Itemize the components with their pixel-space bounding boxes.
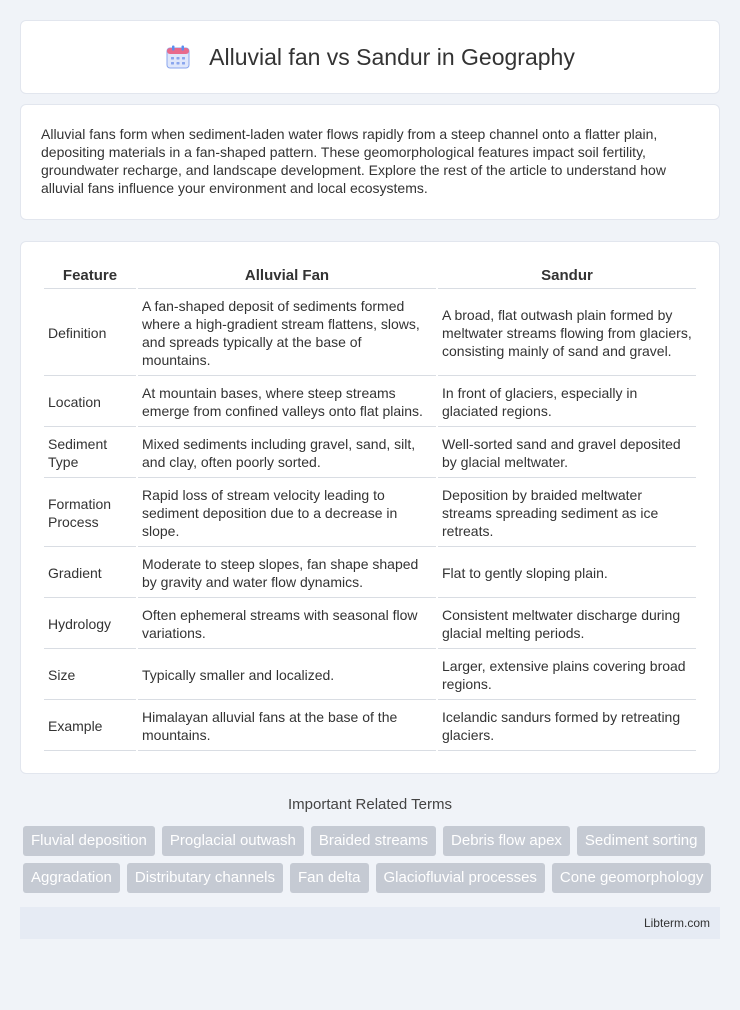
tag-debris-flow-apex[interactable]: Debris flow apex bbox=[443, 826, 570, 856]
table-header-row bbox=[44, 264, 696, 289]
feature-cell: Location bbox=[44, 378, 136, 427]
comparison-card bbox=[20, 241, 720, 774]
alluvial-fan-cell: Typically smaller and localized. bbox=[138, 651, 436, 700]
alluvial-fan-cell: Moderate to steep slopes, fan shape shaped by gravity and water flow dynamics. bbox=[138, 549, 436, 598]
sandur-cell: Consistent meltwater discharge during glacial melting periods. bbox=[438, 600, 696, 649]
alluvial-fan-cell: A fan-shaped deposit of sediments formed where a high-gradient stream flattens, slows, and spreads typically at the base of mountains. bbox=[138, 291, 436, 376]
feature-cell: Gradient bbox=[44, 549, 136, 598]
tag-cone-geomorphology[interactable]: Cone geomorphology bbox=[552, 863, 711, 893]
alluvial-fan-cell: At mountain bases, where steep streams emerge from confined valleys onto flat plains. bbox=[138, 378, 436, 427]
alluvial-fan-cell: Mixed sediments including gravel, sand, silt, and clay, often poorly sorted. bbox=[138, 429, 436, 478]
sandur-cell: Flat to gently sloping plain. bbox=[438, 549, 696, 598]
calendar-icon bbox=[165, 44, 191, 70]
table-row bbox=[44, 429, 696, 478]
comparison-table bbox=[42, 262, 698, 753]
footer bbox=[20, 907, 720, 939]
feature-cell: Sediment Type bbox=[44, 429, 136, 478]
table-row bbox=[44, 480, 696, 547]
table-row bbox=[44, 651, 696, 700]
feature-cell: Formation Process bbox=[44, 480, 136, 547]
footer-brand-link[interactable]: Libterm.com bbox=[643, 916, 710, 930]
alluvial-fan-cell: Himalayan alluvial fans at the base of the mountains. bbox=[138, 702, 436, 751]
alluvial-fan-cell: Rapid loss of stream velocity leading to sediment deposition due to a decrease in slope. bbox=[138, 480, 436, 547]
feature-cell: Hydrology bbox=[44, 600, 136, 649]
page-title: Alluvial fan vs Sandur in Geography bbox=[209, 43, 575, 70]
header-sandur: Sandur bbox=[438, 264, 696, 289]
tag-aggradation[interactable]: Aggradation bbox=[23, 863, 120, 893]
tag-sediment-sorting[interactable]: Sediment sorting bbox=[577, 826, 706, 856]
sandur-cell: Icelandic sandurs formed by retreating glaciers. bbox=[438, 702, 696, 751]
table-row bbox=[44, 549, 696, 598]
related-terms-list bbox=[20, 826, 720, 893]
title-card bbox=[20, 20, 720, 94]
sandur-cell: Well-sorted sand and gravel deposited by glacial meltwater. bbox=[438, 429, 696, 478]
header-feature: Feature bbox=[44, 264, 136, 289]
related-terms-title: Important Related Terms bbox=[288, 796, 452, 813]
tag-fan-delta[interactable]: Fan delta bbox=[290, 863, 369, 893]
tag-fluvial-deposition[interactable]: Fluvial deposition bbox=[23, 826, 155, 856]
alluvial-fan-cell: Often ephemeral streams with seasonal flow variations. bbox=[138, 600, 436, 649]
header-alluvial-fan: Alluvial Fan bbox=[138, 264, 436, 289]
sandur-cell: A broad, flat outwash plain formed by meltwater streams flowing from glaciers, consisting mainly of sand and gravel. bbox=[438, 291, 696, 376]
table-row bbox=[44, 291, 696, 376]
intro-card bbox=[20, 104, 720, 220]
feature-cell: Definition bbox=[44, 291, 136, 376]
intro-text: Alluvial fans form when sediment-laden water flows rapidly from a steep channel onto a flatter plain, depositing materials in a fan-shaped pattern. These geomorphological features impact soil fertility, groundwater recharge, and landscape development. Explore the rest of the article to understand how alluvial fans influence your environment and local ecosystems. bbox=[41, 126, 666, 196]
sandur-cell: Larger, extensive plains covering broad regions. bbox=[438, 651, 696, 700]
table-row bbox=[44, 702, 696, 751]
feature-cell: Size bbox=[44, 651, 136, 700]
table-row bbox=[44, 378, 696, 427]
table-row bbox=[44, 600, 696, 649]
tag-proglacial-outwash[interactable]: Proglacial outwash bbox=[162, 826, 304, 856]
tag-braided-streams[interactable]: Braided streams bbox=[311, 826, 436, 856]
sandur-cell: In front of glaciers, especially in glaciated regions. bbox=[438, 378, 696, 427]
sandur-cell: Deposition by braided meltwater streams spreading sediment as ice retreats. bbox=[438, 480, 696, 547]
tag-glaciofluvial-processes[interactable]: Glaciofluvial processes bbox=[376, 863, 545, 893]
tag-distributary-channels[interactable]: Distributary channels bbox=[127, 863, 283, 893]
feature-cell: Example bbox=[44, 702, 136, 751]
